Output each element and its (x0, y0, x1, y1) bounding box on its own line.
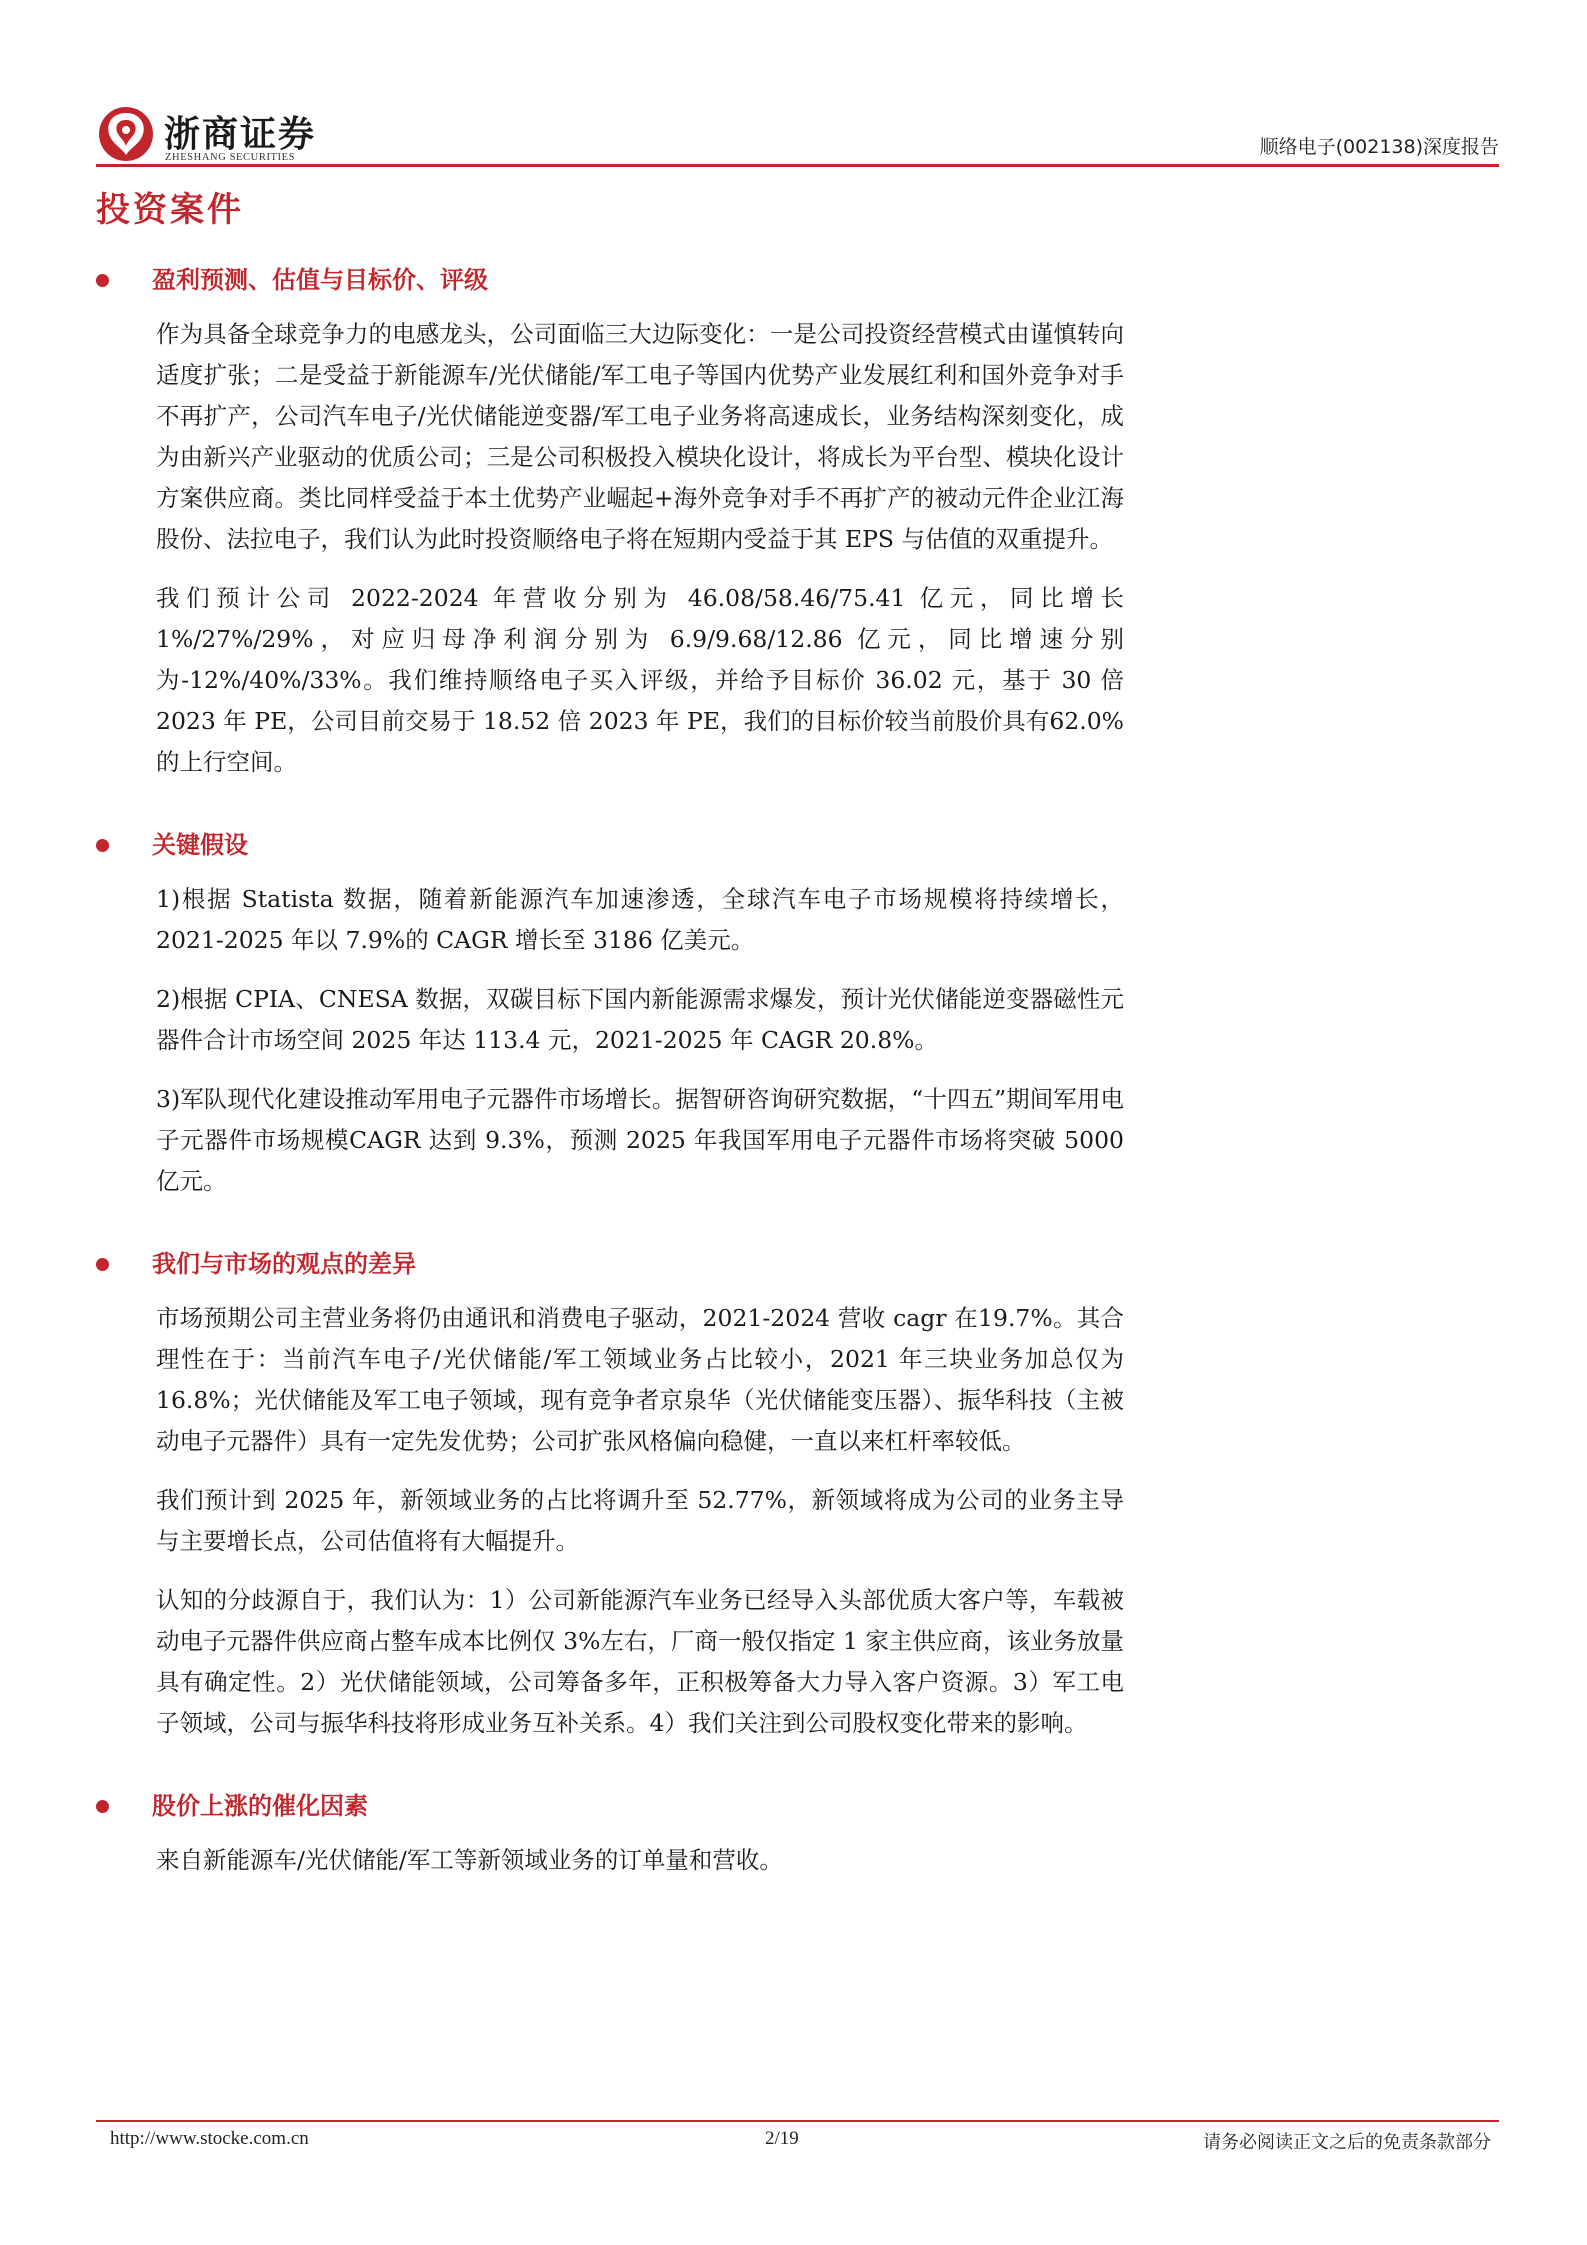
footer-url-link[interactable]: http://www.stocke.com.cn (110, 2128, 309, 2149)
paragraph: 我们预计公司 2022-2024 年营收分别为 46.08/58.46/75.41 亿元，同比增长1%/27%/29%，对应归母净利润分别为 6.9/9.68/12.86 亿元，同比增速分别为-12%/40%/33%。我们维持顺络电子买入评级，并给予目标价 36.02 元，基于 30 倍2023 年 PE，公司目前交易于 18.52 倍 2023 年 PE，我们的目标价较当前股价具有62.0%的上行空间。 (156, 584, 1124, 776)
section-catalysts (96, 1784, 1126, 1881)
paragraph: 1)根据 Statista 数据，随着新能源汽车加速渗透，全球汽车电子市场规模将持续增长，2021-2025 年以 7.9%的 CAGR 增长至 3186 亿美元。 (156, 885, 1124, 954)
section-market-view-difference (96, 1242, 1126, 1744)
paragraph: 来自新能源车/光伏储能/军工等新领域业务的订单量和营收。 (156, 1846, 783, 1874)
section-header (96, 1242, 1126, 1282)
header-divider (96, 164, 1499, 167)
paragraph: 作为具备全球竞争力的电感龙头，公司面临三大边际变化：一是公司投资经营模式由谨慎转向适度扩张；二是受益于新能源车/光伏储能/军工电子等国内优势产业发展红利和国外竞争对手不再扩产，公司汽车电子/光伏储能逆变器/军工电子业务将高速成长，业务结构深刻变化，成为由新兴产业驱动的优质公司；三是公司积极投入模块化设计，将成长为平台型、模块化设计方案供应商。类比同样受益于本土优势产业崛起+海外竞争对手不再扩产的被动元件企业江海股份、法拉电子，我们认为此时投资顺络电子将在短期内受益于其 EPS 与估值的双重提升。 (156, 320, 1124, 553)
bullet-icon (96, 1800, 109, 1813)
section-header (96, 1784, 1126, 1824)
page-header (0, 0, 1587, 172)
paragraph: 市场预期公司主营业务将仍由通讯和消费电子驱动，2021-2024 营收 cagr 在19.7%。其合理性在于：当前汽车电子/光伏储能/军工领域业务占比较小，2021 年三块业务加总仅为 16.8%；光伏储能及军工电子领域，现有竞争者京泉华（光伏储能变压器）、振华科技（主被动电子元器件）具有一定先发优势；公司扩张风格偏向稳健，一直以来杠杆率较低。 (156, 1304, 1124, 1455)
page-title: 投资案件 (96, 190, 244, 230)
bullet-icon (96, 274, 109, 287)
section-header (96, 258, 1126, 298)
report-title: 顺络电子(002138)深度报告 (1259, 136, 1499, 158)
section-title: 股价上涨的催化因素 (152, 1792, 368, 1820)
paragraph: 认知的分歧源自于，我们认为：1）公司新能源汽车业务已经导入头部优质大客户等，车载被动电子元器件供应商占整车成本比例仅 3%左右，厂商一般仅指定 1 家主供应商，该业务放量具有确定性。2）光伏储能领域，公司筹备多年，正积极筹备大力导入客户资源。3）军工电子领域，公司与振华科技将形成业务互补关系。4）我们关注到公司股权变化带来的影响。 (156, 1586, 1124, 1737)
logo-emblem-icon (96, 104, 156, 164)
section-title: 关键假设 (152, 831, 248, 859)
paragraph: 2)根据 CPIA、CNESA 数据，双碳目标下国内新能源需求爆发，预计光伏储能逆变器磁性元器件合计市场空间 2025 年达 113.4 元，2021-2025 年 CAGR 20.8%。 (156, 985, 1124, 1054)
bullet-icon (96, 839, 109, 852)
page-number: 2/19 (765, 2128, 799, 2149)
section-title: 盈利预测、估值与目标价、评级 (152, 266, 488, 294)
paragraph: 我们预计到 2025 年，新领域业务的占比将调升至 52.77%，新领域将成为公司的业务主导与主要增长点，公司估值将有大幅提升。 (156, 1486, 1124, 1555)
footer-disclaimer: 请务必阅读正文之后的免责条款部分 (1203, 2132, 1491, 2153)
logo-cn-text: 浙商证券 (164, 114, 317, 155)
section-key-assumptions (96, 823, 1126, 1202)
paragraph: 3)军队现代化建设推动军用电子元器件市场增长。据智研咨询研究数据，“十四五”期间军用电子元器件市场规模CAGR 达到 9.3%，预测 2025 年我国军用电子元器件市场将突破 5000 亿元。 (156, 1085, 1124, 1195)
bullet-icon (96, 1258, 109, 1271)
main-content (96, 258, 1126, 1899)
logo-en-text: ZHESHANG SECURITIES (165, 152, 296, 163)
footer-divider (96, 2120, 1499, 2122)
section-title: 我们与市场的观点的差异 (152, 1250, 416, 1278)
section-header (96, 823, 1126, 863)
section-earnings-forecast (96, 258, 1126, 783)
